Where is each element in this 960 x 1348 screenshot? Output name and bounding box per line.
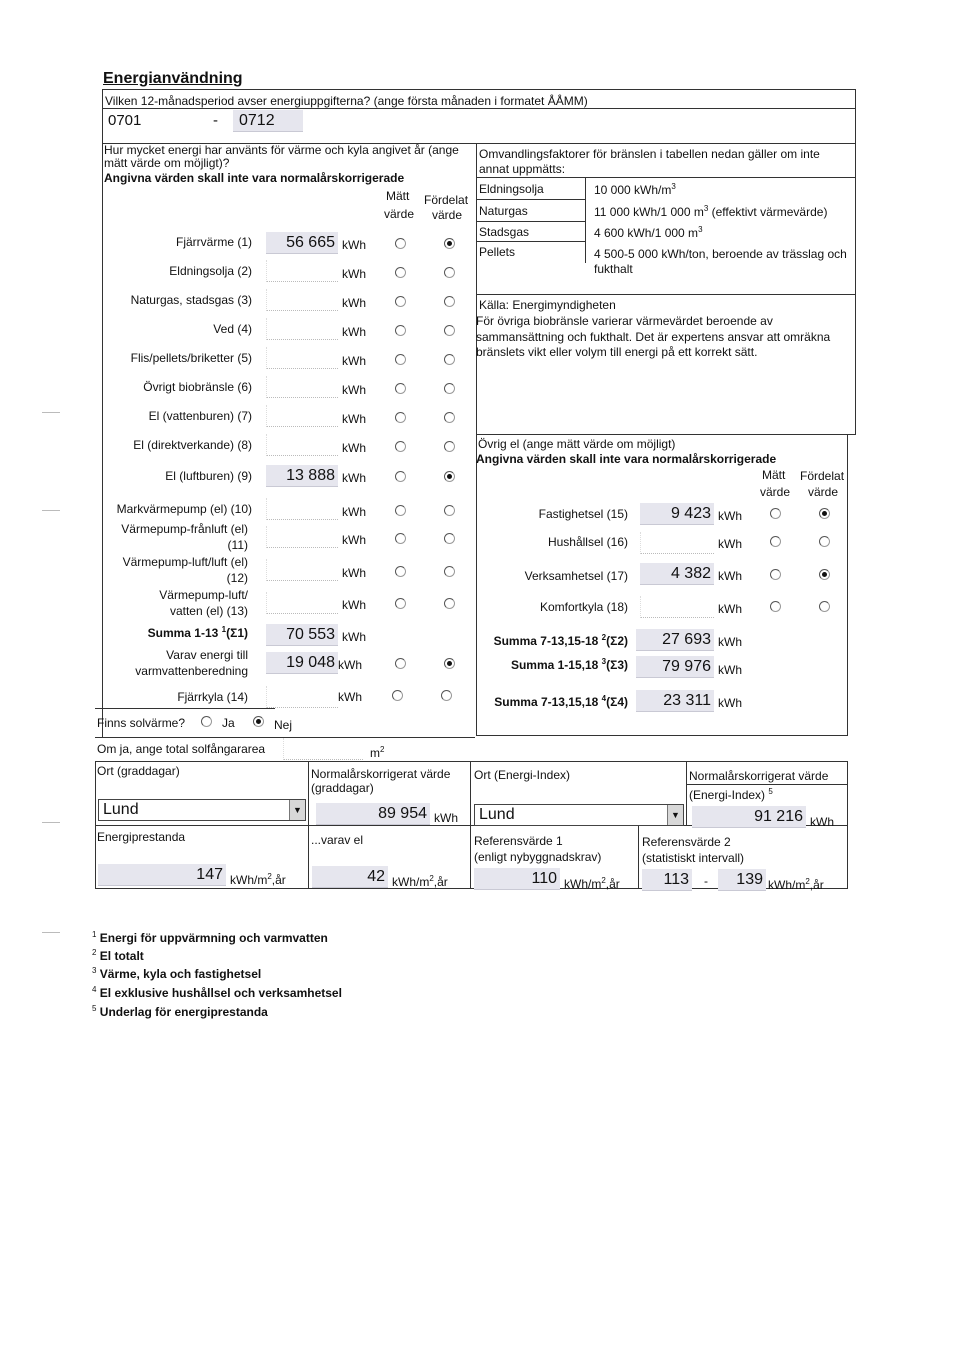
scan-mark (42, 822, 60, 823)
radio-distributed-vp-franluft[interactable] (444, 533, 455, 544)
heating-note: Angivna värden skall inte vara normalårskorrigerade (104, 171, 405, 185)
solar-no-label: Nej (274, 718, 293, 732)
row-label-el-luftburen: El (luftburen) (9) (165, 469, 252, 483)
ref1-value: 110 (474, 868, 560, 890)
value-vp-franluft[interactable] (266, 526, 338, 548)
norm-index-value: 91 216 (692, 806, 806, 828)
value-el-direkt[interactable] (266, 434, 338, 456)
row-label-verksamhetsel: Verksamhetsel (17) (524, 569, 628, 583)
other-el-heading: Övrig el (ange mätt värde om möjligt) (478, 437, 676, 451)
radio-distributed-hotwater[interactable] (444, 658, 455, 669)
ref2-dash: - (704, 874, 708, 888)
row-label-vp-luftluft: Värmepump-luft/luft (el) (122, 555, 248, 569)
period-from[interactable]: 0701 (108, 112, 142, 129)
unit-kwh: kWh (342, 505, 366, 519)
radio-measured-markvarmepump[interactable] (395, 505, 406, 516)
sum4-label: Summa 7-13,15,18 $^4$(Σ4) (494, 694, 628, 709)
norm-graddagar-label-1: Normalårskorrigerat värde (311, 767, 451, 781)
footnote-2: $^2$ El totalt (92, 948, 144, 963)
solar-area-label: Om ja, ange total solfångararea (97, 742, 266, 756)
sum4-value: 23 311 (636, 690, 714, 712)
row-label-vp-franluft-num: (11) (227, 538, 248, 552)
unit-kwh: kWh (718, 635, 742, 649)
radio-solar-no[interactable] (253, 716, 264, 727)
cooling-label: Fjärrkyla (14) (177, 690, 248, 704)
energiprestanda-value: 147 (98, 864, 226, 886)
energiprestanda-label: Energiprestanda (97, 830, 186, 844)
unit-kwh: kWh (342, 471, 366, 485)
fuel-naturgas: Naturgas (479, 204, 528, 218)
row-label-ved: Ved (4) (213, 322, 252, 336)
radio-measured-el-direkt[interactable] (395, 441, 406, 452)
conversion-heading-1: Omvandlingsfaktorer för bränslen i tabellen nedan gäller om inte (479, 147, 820, 161)
other-col-distributed-2: värde (808, 485, 839, 499)
radio-distributed-el-direkt[interactable] (444, 441, 455, 452)
radio-measured-verksamhetsel[interactable] (770, 569, 781, 580)
radio-distributed-fastighetsel[interactable] (819, 508, 830, 519)
value-vp-luftvatten[interactable] (266, 592, 338, 614)
radio-measured-cooling[interactable] (392, 690, 403, 701)
radio-distributed-eldningsolja[interactable] (444, 267, 455, 278)
other-col-distributed-1: Fördelat (800, 469, 845, 483)
ref2-unit: kWh/$m^2,år$ (768, 877, 824, 892)
chevron-down-icon[interactable]: ▼ (667, 805, 683, 825)
unit-kwh: kWh (342, 566, 366, 580)
unit-kwh: kWh (718, 602, 742, 616)
footnote-3: $^3$ Värme, kyla och fastighetsel (92, 966, 262, 981)
sum1-value: 70 553 (266, 624, 338, 646)
ref1-unit: kWh/$m^2,år$ (564, 876, 620, 891)
hotwater-label-2: varmvattenberedning (135, 664, 248, 678)
fuel-eldningsolja: Eldningsolja (479, 182, 544, 196)
solar-question: Finns solvärme? (97, 716, 186, 730)
solar-area-input[interactable] (283, 738, 363, 760)
unit-kwh: kWh (810, 815, 834, 829)
radio-measured-eldningsolja[interactable] (395, 267, 406, 278)
period-to-input[interactable]: 0712 (233, 110, 303, 132)
solar-area-unit: $m^2$ (370, 745, 385, 760)
radio-distributed-markvarmepump[interactable] (444, 505, 455, 516)
row-label-fjarrvarme: Fjärrvärme (1) (175, 235, 252, 249)
fuel-pellets: Pellets (479, 245, 516, 259)
sum3-label: Summa 1-15,18 $^3$(Σ3) (510, 657, 628, 672)
heating-question-2: mätt värde om möjligt)? (104, 156, 230, 170)
col-measured-1: Mätt (386, 189, 410, 203)
unit-kwh: kWh (342, 354, 366, 368)
radio-measured-el-luftburen[interactable] (395, 471, 406, 482)
radio-distributed-vp-luftluft[interactable] (444, 566, 455, 577)
row-label-hushallsel: Hushållsel (16) (547, 535, 628, 549)
other-el-note: Angivna värden skall inte vara normalårskorrigerade (476, 452, 777, 466)
ref1-label-2: (enligt nybyggnadskrav) (474, 850, 602, 864)
value-verksamhetsel[interactable]: 4 382 (640, 563, 714, 585)
factor-naturgas: 11 000 kWh/1 000 $m^3$ (effektivt värmevärde) (594, 204, 828, 219)
footnote-1: $^1$ Energi för uppvärmning och varmvatten (92, 930, 328, 945)
hotwater-label-1: Varav energi till (166, 648, 248, 662)
row-label-vp-luftluft-num: (12) (226, 571, 248, 585)
scan-mark (42, 932, 60, 933)
value-fastighetsel[interactable]: 9 423 (640, 503, 714, 525)
ort-graddagar-value: Lund (103, 801, 139, 818)
sum2-label: Summa 7-13,15-18 $^2$(Σ2) (493, 633, 628, 648)
radio-distributed-hushallsel[interactable] (819, 536, 830, 547)
unit-kwh: kWh (338, 690, 362, 704)
radio-distributed-vp-luftvatten[interactable] (444, 598, 455, 609)
unit-kwh: kWh (718, 663, 742, 677)
norm-index-label-1: Normalårskorrigerat värde (689, 769, 829, 783)
norm-graddagar-label-2: (graddagar) (311, 781, 374, 795)
row-label-flis: Flis/pellets/briketter (5) (130, 351, 252, 365)
unit-kwh: kWh (718, 696, 742, 710)
value-el-vattenburen[interactable] (266, 405, 338, 427)
row-label-vp-luftvatten-num: vatten (el) (13) (169, 604, 248, 618)
ort-graddagar-select[interactable] (98, 799, 306, 821)
value-el-luftburen[interactable]: 13 888 (266, 465, 338, 487)
page-title: Energianvändning (103, 70, 243, 87)
radio-distributed-flis[interactable] (444, 354, 455, 365)
row-label-ovrigt-bio: Övrigt biobränsle (6) (143, 380, 252, 394)
row-label-fastighetsel: Fastighetsel (15) (538, 507, 628, 521)
radio-distributed-ved[interactable] (444, 325, 455, 336)
radio-distributed-el-vattenburen[interactable] (444, 412, 455, 423)
radio-distributed-cooling[interactable] (441, 690, 452, 701)
cooling-value[interactable] (266, 686, 338, 708)
col-distributed-1: Fördelat (424, 193, 469, 207)
value-komfortkyla[interactable] (640, 596, 714, 618)
bio-note-3: bränslets vikt eller volym till energi på ett korrekt sätt. (476, 345, 758, 359)
radio-distributed-naturgas[interactable] (444, 296, 455, 307)
bio-note-2: sammansättning och fukthalt. Det är expertens ansvar att omräkna (476, 330, 831, 344)
conversion-heading-2: annat uppmätts: (479, 162, 566, 176)
conversion-source: Källa: Energimyndigheten (479, 298, 616, 312)
unit-kwh: kWh (718, 569, 742, 583)
scan-mark (42, 510, 60, 511)
unit-kwh: kWh (342, 598, 366, 612)
unit-kwh: kWh (342, 296, 366, 310)
solar-yes-label: Ja (222, 716, 235, 730)
value-fjarrvarme[interactable]: 56 665 (266, 232, 338, 254)
col-measured-2: värde (384, 207, 415, 221)
value-hushallsel[interactable] (640, 532, 714, 554)
unit-kwh: kWh (342, 325, 366, 339)
radio-distributed-verksamhetsel[interactable] (819, 569, 830, 580)
factor-pellets: 4 500-5 000 kWh/ton, beroende av trässlag och (594, 247, 847, 261)
chevron-down-icon[interactable]: ▼ (289, 800, 305, 820)
varav-el-unit: kWh/$m^2,år$ (392, 874, 448, 889)
row-label-komfortkyla: Komfortkyla (18) (539, 600, 628, 614)
unit-kwh: kWh (342, 267, 366, 281)
bio-note-1: För övriga biobränsle varierar värmevärdet beroende av (476, 314, 773, 328)
radio-solar-yes[interactable] (201, 716, 212, 727)
value-eldningsolja[interactable] (266, 260, 338, 282)
unit-kwh: kWh (434, 811, 458, 825)
radio-measured-hotwater[interactable] (395, 658, 406, 669)
period-section (102, 89, 856, 144)
unit-kwh: kWh (718, 537, 742, 551)
energiprestanda-unit: kWh/$m^2,år$ (230, 872, 286, 887)
ort-graddagar-label: Ort (graddagar) (97, 764, 180, 778)
fuel-stadsgas: Stadsgas (479, 225, 530, 239)
factor-eldningsolja: 10 000 kWh/$m^3$ (594, 182, 676, 197)
radio-measured-vp-franluft[interactable] (395, 533, 406, 544)
radio-measured-fjarrvarme[interactable] (395, 238, 406, 249)
ref2-label-1: Referensvärde 2 (642, 835, 731, 849)
footnote-4: $^4$ El exklusive hushållsel och verksamhetsel (92, 985, 342, 1000)
radio-distributed-komfortkyla[interactable] (819, 601, 830, 612)
period-question: Vilken 12-månadsperiod avser energiuppgifterna? (ange första månaden i formatet ÅÅMM) (105, 94, 588, 108)
radio-measured-naturgas[interactable] (395, 296, 406, 307)
row-label-eldningsolja: Eldningsolja (2) (169, 264, 252, 278)
radio-measured-ved[interactable] (395, 325, 406, 336)
ort-index-select[interactable] (474, 804, 684, 826)
value-ved[interactable] (266, 318, 338, 340)
ref2-label-2: (statistiskt intervall) (642, 851, 745, 865)
radio-measured-flis[interactable] (395, 354, 406, 365)
unit-kwh: kWh (342, 441, 366, 455)
ref2-to: 139 (718, 869, 766, 891)
row-label-el-direkt: El (direktverkande) (8) (133, 438, 252, 452)
row-label-markvarmepump: Markvärmepump (el) (10) (116, 502, 252, 516)
row-label-vp-luftvatten: Värmepump-luft/ (159, 588, 248, 602)
value-vp-luftluft[interactable] (266, 559, 338, 581)
norm-index-label-2: (Energi-Index) $^5$ (689, 787, 773, 802)
hotwater-value[interactable]: 19 048 (266, 652, 338, 674)
value-flis[interactable] (266, 347, 338, 369)
varav-el-label: ...varav el (311, 833, 364, 847)
unit-kwh: kWh (342, 383, 366, 397)
heating-question-1: Hur mycket energi har använts för värme och kyla angivet år (ange (104, 143, 459, 157)
scan-mark (42, 412, 60, 413)
unit-kwh: kWh (342, 238, 366, 252)
sum2-value: 27 693 (636, 629, 714, 651)
radio-distributed-fjarrvarme[interactable] (444, 238, 455, 249)
unit-kwh: kWh (338, 658, 362, 672)
value-ovrigt-bio[interactable] (266, 376, 338, 398)
row-label-naturgas: Naturgas, stadsgas (3) (130, 293, 252, 307)
radio-measured-komfortkyla[interactable] (770, 601, 781, 612)
unit-kwh: kWh (342, 533, 366, 547)
unit-kwh: kWh (342, 412, 366, 426)
varav-el-value: 42 (312, 866, 388, 888)
ort-index-label: Ort (Energi-Index) (474, 768, 571, 782)
radio-distributed-el-luftburen[interactable] (444, 471, 455, 482)
radio-measured-fastighetsel[interactable] (770, 508, 781, 519)
value-naturgas[interactable] (266, 289, 338, 311)
radio-measured-hushallsel[interactable] (770, 536, 781, 547)
norm-graddagar-value: 89 954 (316, 803, 430, 825)
row-label-el-vattenburen: El (vattenburen) (7) (148, 409, 252, 423)
factor-stadsgas: 4 600 kWh/1 000 $m^3$ (594, 225, 703, 240)
other-col-measured-1: Mätt (762, 468, 786, 482)
radio-measured-vp-luftvatten[interactable] (395, 598, 406, 609)
value-markvarmepump[interactable] (266, 498, 338, 520)
sum3-value: 79 976 (636, 656, 714, 678)
unit-kwh: kWh (718, 509, 742, 523)
sum1-label: Summa 1-13 $^1$(Σ1) (147, 625, 248, 640)
radio-measured-vp-luftluft[interactable] (395, 566, 406, 577)
radio-measured-ovrigt-bio[interactable] (395, 383, 406, 394)
period-dash: - (213, 112, 218, 129)
row-label-vp-franluft: Värmepump-frånluft (el) (121, 522, 248, 536)
col-distributed-2: värde (432, 208, 463, 222)
radio-distributed-ovrigt-bio[interactable] (444, 383, 455, 394)
ref2-from: 113 (642, 869, 692, 891)
radio-measured-el-vattenburen[interactable] (395, 412, 406, 423)
ref1-label-1: Referensvärde 1 (474, 834, 563, 848)
other-col-measured-2: värde (760, 485, 791, 499)
footnote-5: $^5$ Underlag för energiprestanda (92, 1004, 268, 1019)
ort-index-value: Lund (479, 806, 515, 823)
unit-kwh: kWh (342, 630, 366, 644)
factor-pellets-2: fukthalt (594, 262, 633, 276)
